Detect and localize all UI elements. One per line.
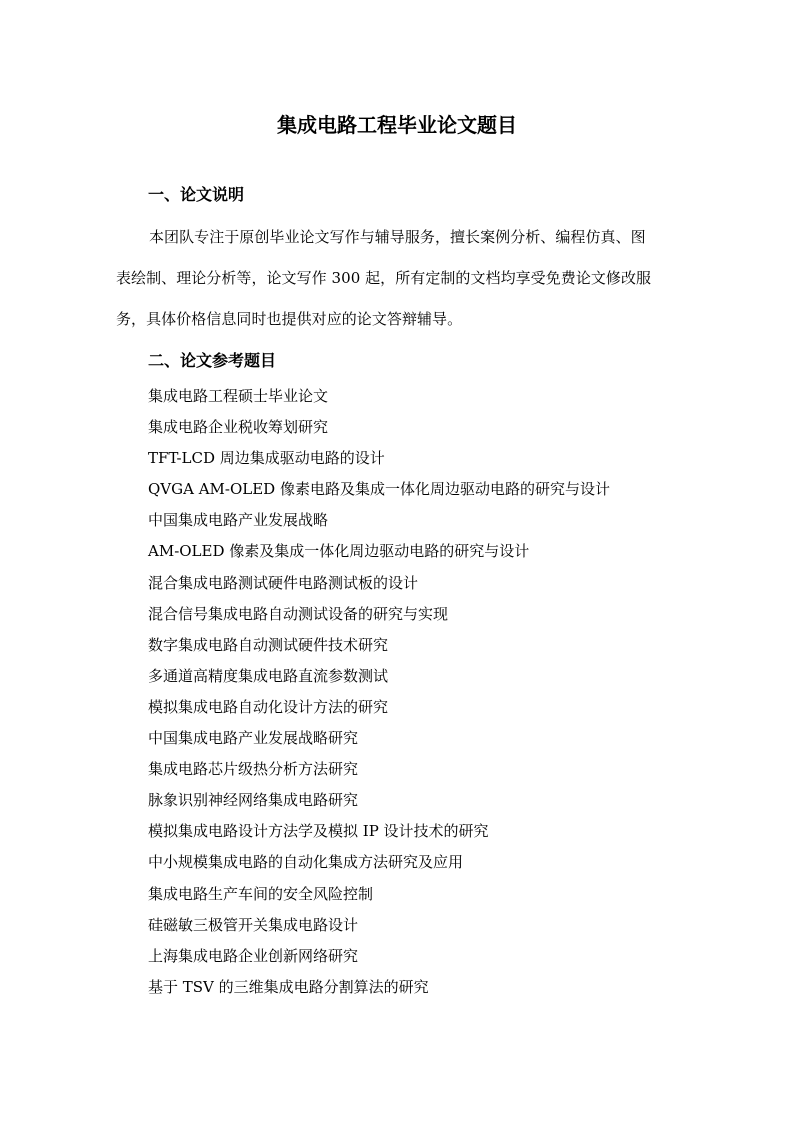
paragraph-line: 务，具体价格信息同时也提供对应的论文答辩辅导。 [116,310,463,328]
topic-item: 数字集成电路自动测试硬件技术研究 [148,635,389,654]
topic-item: 集成电路生产车间的安全风险控制 [148,884,374,903]
section-heading-topics: 二、论文参考题目 [148,351,277,370]
topic-item: AM-OLED 像素及集成一体化周边驱动电路的研究与设计 [148,542,530,561]
topic-item: 模拟集成电路自动化设计方法的研究 [148,697,389,716]
topic-item: 集成电路企业税收筹划研究 [148,418,329,437]
topic-item: TFT-LCD 周边集成驱动电路的设计 [148,449,385,468]
topic-item: 混合集成电路测试硬件电路测试板的设计 [148,573,419,592]
topic-item: 上海集成电路企业创新网络研究 [148,946,359,965]
paragraph-line: 本团队专注于原创毕业论文写作与辅导服务，擅长案例分析、编程仿真、图 [149,228,646,246]
topic-item: 中国集成电路产业发展战略研究 [148,729,359,748]
topic-item: 基于 TSV 的三维集成电路分割算法的研究 [148,977,429,996]
topic-item: 多通道高精度集成电路直流参数测试 [148,666,389,685]
topic-item: 中小规模集成电路的自动化集成方法研究及应用 [148,853,464,872]
topic-item: 集成电路芯片级热分析方法研究 [148,760,359,779]
topic-item: 集成电路工程硕士毕业论文 [148,387,329,405]
topic-item: 中国集成电路产业发展战略 [148,511,329,530]
topic-item: 脉象识别神经网络集成电路研究 [148,791,359,810]
paragraph-line: 表绘制、理论分析等，论文写作 300 起，所有定制的文档均享受免费论文修改服 [116,269,652,287]
description-paragraph [116,225,682,348]
topic-item: 模拟集成电路设计方法学及模拟 IP 设计技术的研究 [148,822,489,841]
topic-list [148,385,610,1007]
document-title: 集成电路工程毕业论文题目 [277,113,517,137]
topic-item: QVGA AM-OLED 像素电路及集成一体化周边驱动电路的研究与设计 [148,480,610,499]
topic-item: 硅磁敏三极管开关集成电路设计 [148,915,359,934]
topic-item: 混合信号集成电路自动测试设备的研究与实现 [148,604,449,623]
section-heading-description: 一、论文说明 [148,185,245,204]
